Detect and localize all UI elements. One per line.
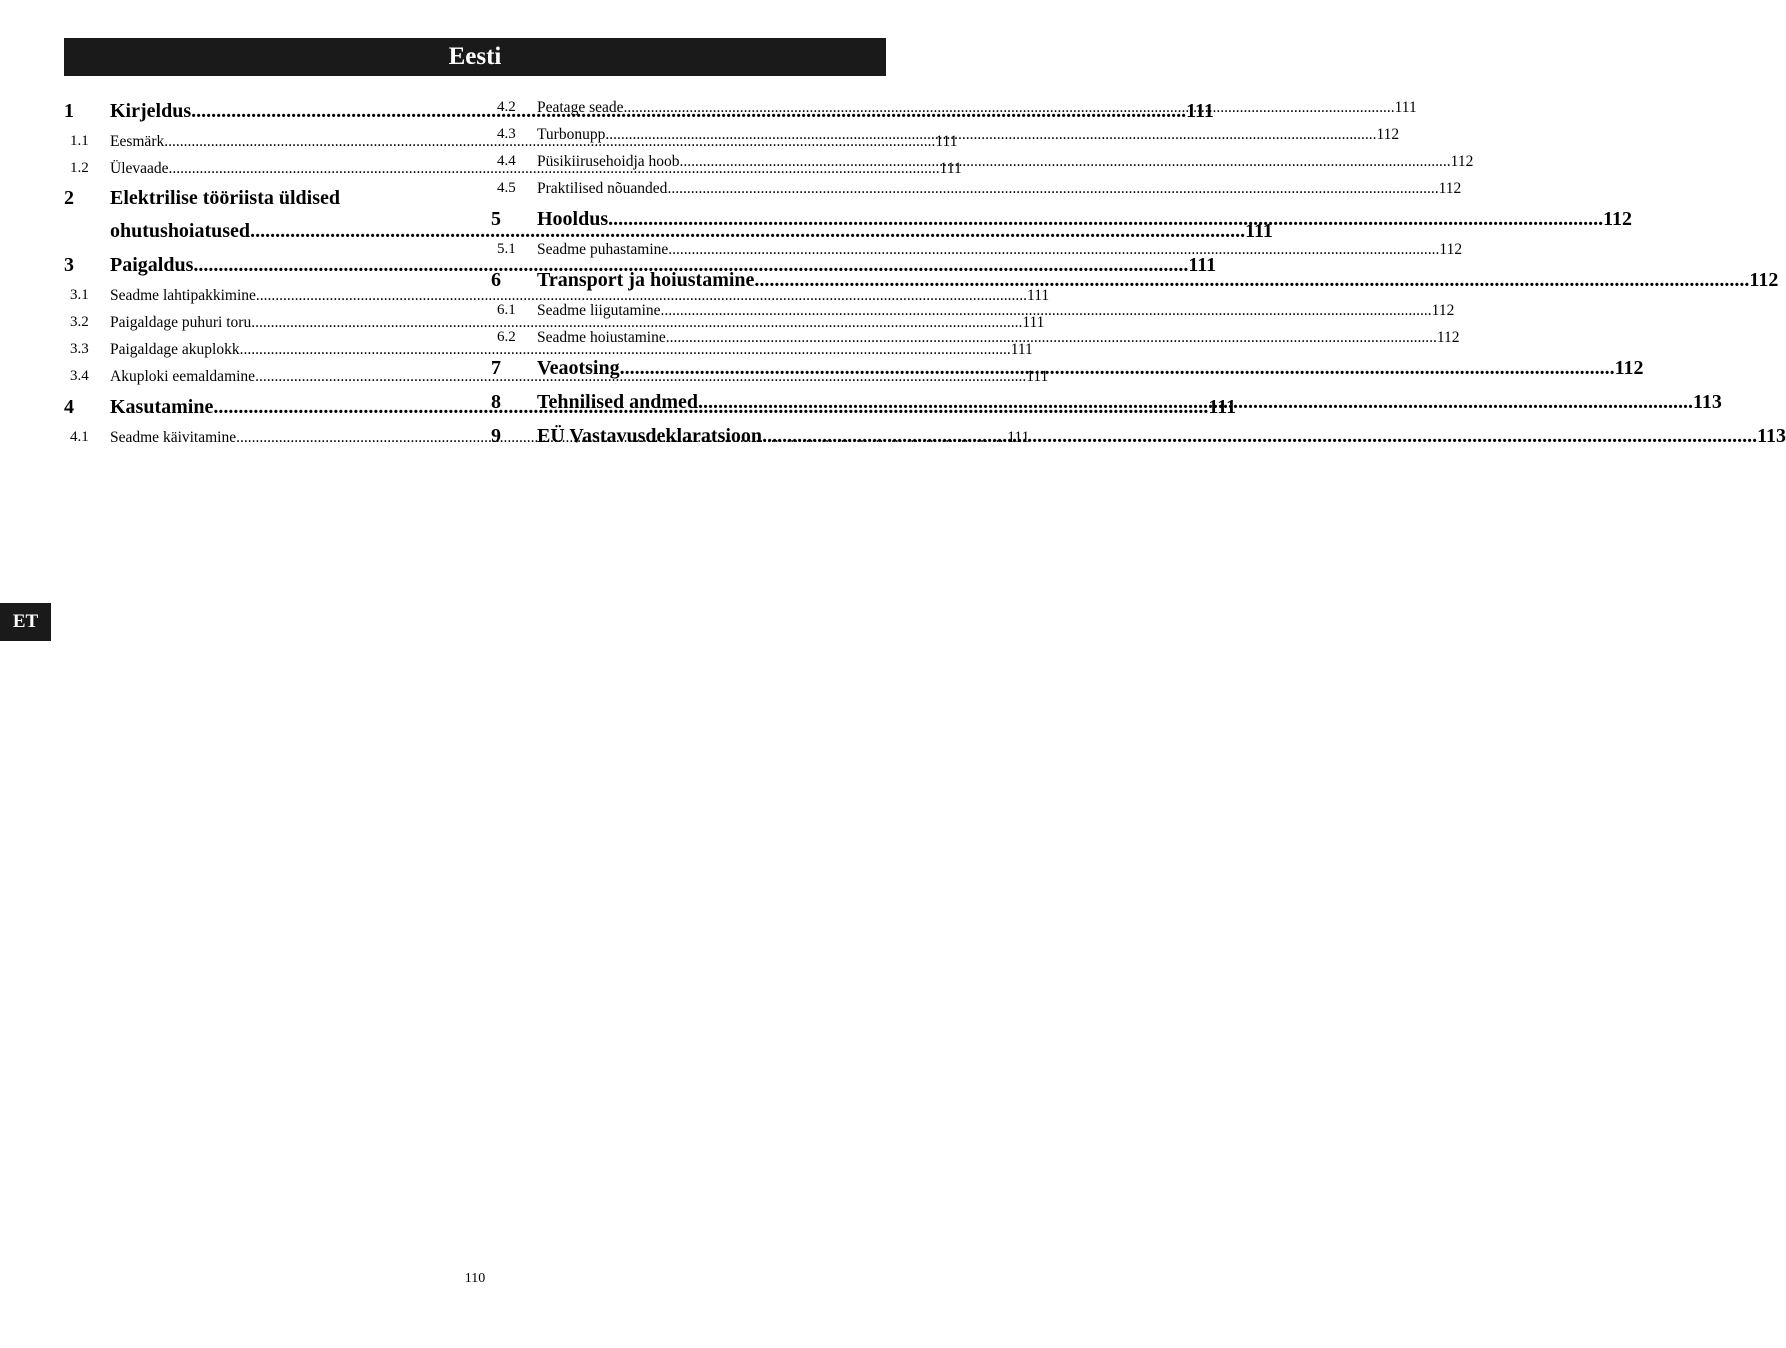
toc-entry-title: ohutushoiatused	[110, 220, 251, 242]
toc-entry-page: 112	[1614, 356, 1644, 379]
toc-entry-number: 4.4	[497, 153, 516, 169]
toc-entry-number: 3.4	[70, 368, 89, 384]
toc-entry-page: 113	[1757, 424, 1786, 447]
toc-entry-title: Seadme puhastamine	[537, 240, 669, 258]
toc-entry-title: Seadme lahtipakkimine	[110, 286, 256, 304]
toc-entry-title: Veaotsing	[537, 356, 620, 379]
toc-entry-title: EÜ Vastavusdeklaratsioon	[537, 424, 763, 447]
toc-entry-number: 3	[64, 253, 74, 276]
toc-entry-number: 3.2	[70, 314, 89, 330]
page-title: Eesti	[64, 38, 886, 76]
toc-entry-page: 111	[935, 132, 958, 150]
toc-entry-title: Praktilised nõuanded	[537, 179, 668, 197]
toc-entry-number: 8	[491, 390, 501, 413]
toc-leader-dots	[620, 357, 1615, 380]
toc-leader-dots	[754, 269, 1749, 292]
toc-leader-dots	[698, 391, 1693, 414]
toc-entry-page: 113	[1693, 390, 1722, 413]
toc-entry-number: 3.3	[70, 341, 89, 357]
toc-entry-number: 9	[491, 424, 501, 447]
toc-entry-page: 112	[1436, 328, 1460, 346]
toc-entry-title: Tehnilised andmed	[537, 390, 698, 413]
toc-entry-page: 112	[1450, 152, 1474, 170]
toc-entry-number: 5	[491, 207, 501, 230]
toc-entry-title: Transport ja hoiustamine	[537, 268, 755, 291]
toc-entry-title: Peatage seade	[537, 98, 624, 116]
toc-entry-title: Paigaldage akuplokk	[110, 340, 240, 358]
toc-entry-number: 4	[64, 395, 74, 418]
toc-leader-dots	[666, 329, 1437, 347]
toc-entry-title: Seadme liigutamine	[537, 301, 661, 319]
toc-leader-dots	[680, 153, 1451, 171]
toc-entry-title: Paigaldage puhuri toru	[110, 313, 252, 331]
toc-entry-title: Eesmärk	[110, 132, 165, 150]
toc-entry-title: Hooldus	[537, 207, 609, 230]
toc-entry-number: 1.1	[70, 133, 89, 149]
toc-entry-title: Paigaldus	[110, 253, 194, 276]
toc-subentry[interactable]	[491, 175, 1462, 202]
toc-entry-number: 5.1	[497, 241, 516, 257]
toc-entry-number: 4.3	[497, 126, 516, 142]
toc-leader-dots	[661, 302, 1432, 320]
toc-entry-number: 1	[64, 99, 74, 122]
toc-subentry[interactable]	[491, 94, 1417, 121]
toc-leader-dots	[605, 126, 1376, 144]
toc-entry-number: 6	[491, 268, 501, 291]
toc-leader-dots	[624, 99, 1395, 117]
toc-entry-page: 111	[1208, 395, 1237, 418]
toc-entry-page: 112	[1749, 268, 1779, 291]
toc-entry-number: 3.1	[70, 287, 89, 303]
toc-entry-page: 111	[1394, 98, 1417, 116]
toc-entry-number: 4.5	[497, 180, 516, 196]
toc-entry-number: 4.1	[70, 429, 89, 445]
toc-entry-page: 111	[1245, 220, 1273, 242]
toc-entry-number: 4.2	[497, 99, 516, 115]
toc-subentry[interactable]	[64, 282, 1050, 309]
toc-entry-page: 111	[1026, 367, 1049, 385]
toc-subentry[interactable]	[491, 236, 1463, 263]
toc-entry-page: 111	[1010, 340, 1033, 358]
toc-entry-page: 112	[1603, 207, 1633, 230]
page-number: 110	[464, 1271, 486, 1286]
toc-entry-number: 6.2	[497, 329, 516, 345]
toc-entry-page: 111	[1022, 313, 1045, 331]
toc-entry-page: 111	[1188, 253, 1217, 276]
toc-entry-page: 112	[1431, 301, 1455, 319]
toc-entry-number: 6.1	[497, 302, 516, 318]
toc-right-column	[491, 94, 1786, 453]
toc-entry-number: 7	[491, 356, 501, 379]
toc-entry-page: 112	[1439, 240, 1463, 258]
toc-leader-dots	[667, 180, 1438, 198]
toc-entry-page: 112	[1376, 125, 1400, 143]
toc-entry-title: Kasutamine	[110, 395, 214, 418]
toc-entry-title: Seadme hoiustamine	[537, 328, 666, 346]
toc-entry-title: Püsikiirusehoidja hoob	[537, 152, 680, 170]
toc-entry-page: 111	[1186, 99, 1214, 122]
toc-entry-number: 1.2	[70, 160, 89, 176]
toc-entry-number: 2	[64, 187, 74, 209]
toc-entry-title: Turbonupp	[537, 125, 606, 143]
language-tab: ET	[0, 603, 51, 641]
toc-leader-dots	[668, 241, 1439, 259]
toc-entry-title: Ülevaade	[110, 159, 169, 177]
toc-leader-dots	[762, 425, 1757, 448]
toc-entry-page: 111	[1027, 286, 1050, 304]
toc-entry-page: 112	[1438, 179, 1462, 197]
toc-entry-page: 111	[1007, 428, 1030, 446]
toc-entry-title: Elektrilise tööriista üldised	[110, 187, 340, 209]
toc-leader-dots	[608, 208, 1603, 231]
toc-entry-title: Akuploki eemaldamine	[110, 367, 256, 385]
toc-entry-page: 111	[939, 159, 962, 177]
toc-entry[interactable]	[64, 182, 467, 215]
toc-entry-title: Seadme käivitamine	[110, 428, 237, 446]
toc-entry-title: Kirjeldus	[110, 99, 192, 122]
